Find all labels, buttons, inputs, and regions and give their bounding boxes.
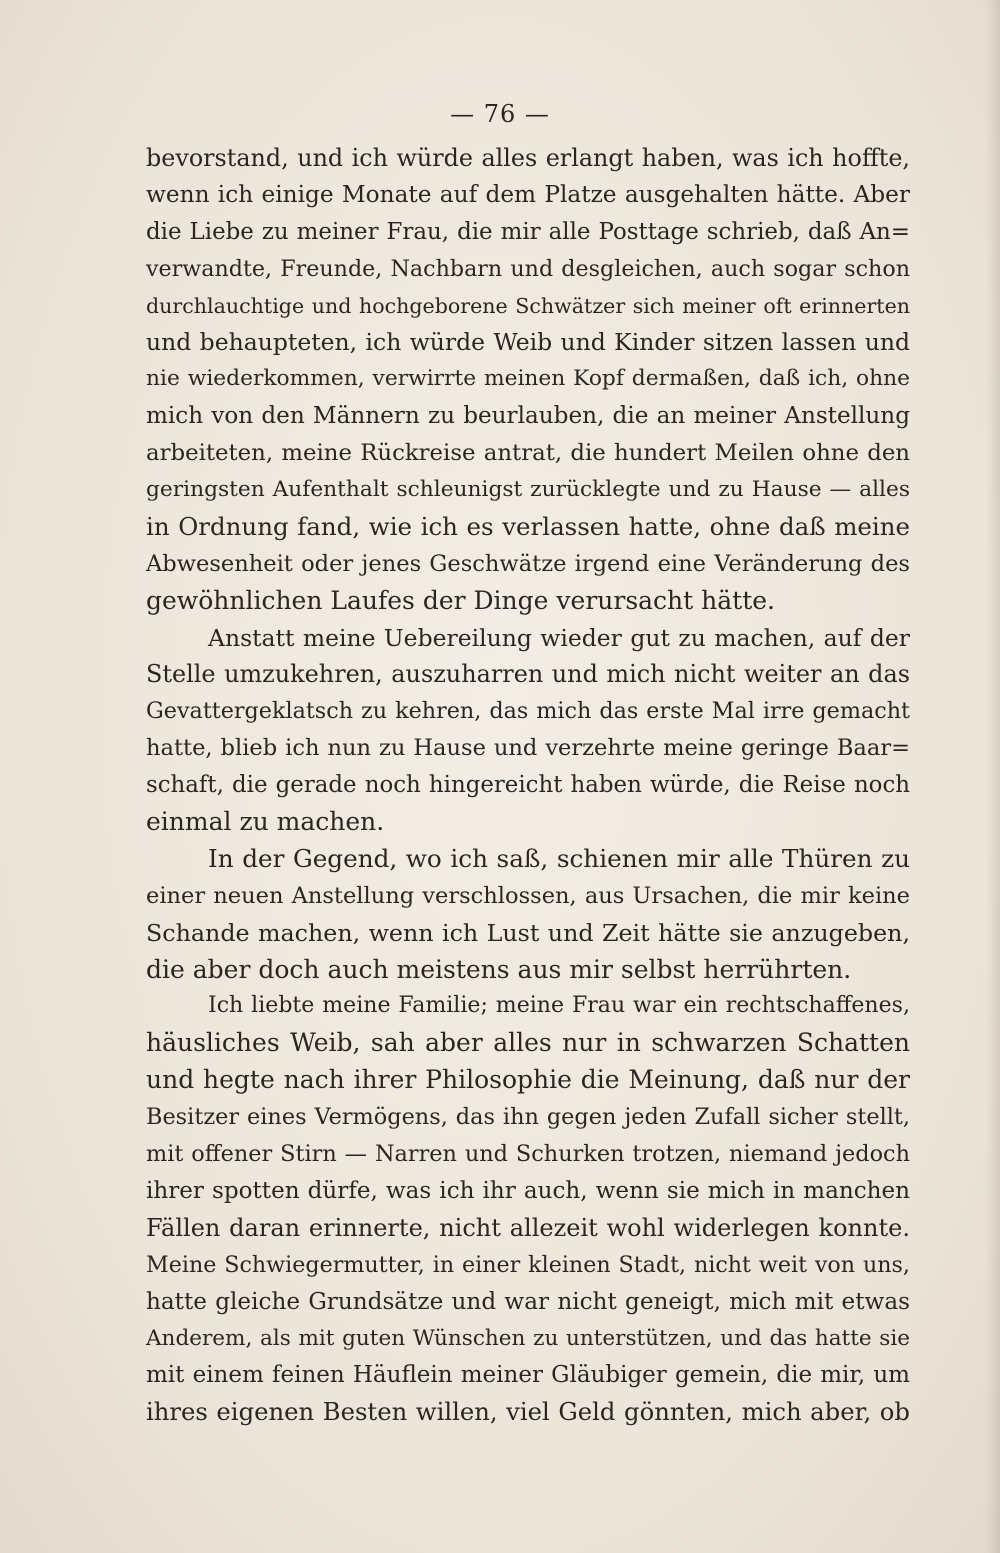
text-line: geringsten Aufenthalt schleunigst zurücklegte und zu Hause — alles [146,477,910,503]
text-line: mit einem feinen Häuflein meiner Gläubiger gemein, die mir, um [146,1362,910,1389]
text-line: gewöhnlichen Laufes der Dinge verursacht hätte. [146,585,775,615]
body-text [146,140,910,1431]
text-line: Anstatt meine Uebereilung wieder gut zu machen, auf der [208,623,910,652]
page-number: — 76 — [450,100,550,128]
text-line: Fällen daran erinnerte, nicht allezeit wohl widerlegen konnte. [146,1213,910,1242]
text-line: die aber doch auch meistens aus mir selbst herrührten. [146,954,852,984]
text-line: verwandte, Freunde, Nachbarn und desgleichen, auch sogar schon [146,255,910,282]
text-line: mich von den Männern zu beurlauben, die an meiner Anstellung [146,403,910,430]
text-line: häusliches Weib, sah aber alles nur in schwarzen Schatten [146,1028,910,1058]
text-line: arbeiteten, meine Rückreise antrat, die hundert Meilen ohne den [146,440,910,467]
text-line: hatte gleiche Grundsätze und war nicht geneigt, mich mit etwas [146,1288,910,1315]
text-line: Anderem, als mit guten Wünschen zu unterstützen, und das hatte sie [146,1325,910,1351]
text-line: mit offener Stirn — Narren und Schurken trotzen, niemand jedoch [146,1141,910,1168]
text-line: durchlauchtige und hochgeborene Schwätzer sich meiner oft erinnerten [146,293,910,318]
text-line: Gevattergeklatsch zu kehren, das mich das erste Mal irre gemacht [146,698,910,725]
text-line: hatte, blieb ich nun zu Hause und verzehrte meine geringe Baar= [146,735,910,762]
text-line: schaft, die gerade noch hingereicht haben würde, die Reise noch [146,772,910,799]
text-line: Schande machen, wenn ich Lust und Zeit hätte sie anzugeben, [146,918,910,947]
text-line: Besitzer eines Vermögens, das ihn gegen jeden Zufall sicher stellt, [146,1104,910,1131]
page-edge-shadow [986,0,1000,1553]
text-line: und behaupteten, ich würde Weib und Kinder sitzen lassen und [146,328,910,357]
text-line: In der Gegend, wo ich saß, schienen mir alle Thüren zu [208,843,910,873]
text-line: einmal zu machen. [146,807,385,837]
text-line: bevorstand, und ich würde alles erlangt haben, was ich hoffte, [146,144,910,172]
text-line: wenn ich einige Monate auf dem Platze ausgehalten hätte. Aber [146,180,910,208]
text-line: und hegte nach ihrer Philosophie die Meinung, daß nur der [146,1065,910,1095]
text-line: ihres eigenen Besten willen, viel Geld gönnten, mich aber, ob [146,1397,910,1427]
text-line: Meine Schwiegermutter, in einer kleinen Stadt, nicht weit von uns, [146,1251,910,1278]
text-line: ihrer spotten dürfe, was ich ihr auch, wenn sie mich in manchen [146,1177,910,1204]
text-line: Stelle umzukehren, auszuharren und mich nicht weiter an das [146,660,910,689]
text-line: Abwesenheit oder jenes Geschwätze irgend eine Veränderung des [146,550,910,577]
text-line: nie wiederkommen, verwirrte meinen Kopf dermaßen, daß ich, ohne [146,366,910,392]
text-line: Ich liebte meine Familie; meine Frau war ein rechtschaffenes, [208,993,910,1019]
text-line: einer neuen Anstellung verschlossen, aus Ursachen, die mir keine [146,882,910,909]
text-line: in Ordnung fand, wie ich es verlassen hatte, ohne daß meine [146,511,910,541]
text-line: die Liebe zu meiner Frau, die mir alle Posttage schrieb, daß An= [146,218,910,245]
